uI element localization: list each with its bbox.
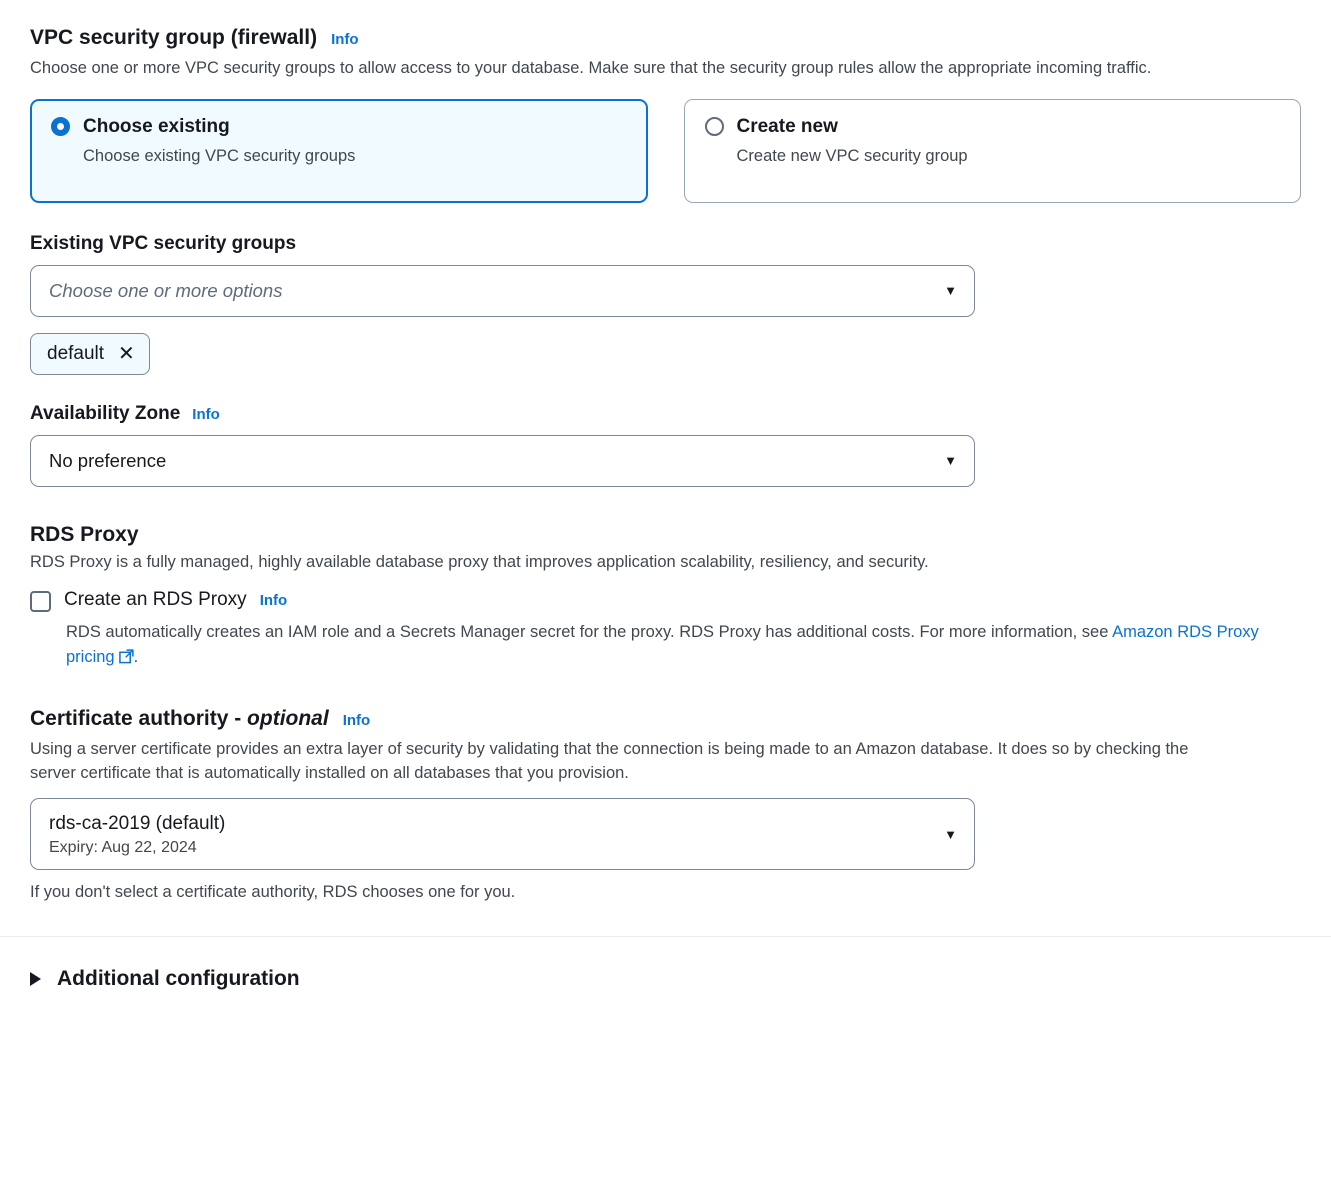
radio-create-new-icon[interactable] [705, 117, 724, 136]
security-group-token-default[interactable] [30, 333, 150, 375]
existing-vpc-security-groups-label [30, 233, 1301, 255]
vpc-option-create-new-label: Create new [736, 115, 838, 137]
radio-choose-existing-icon[interactable] [51, 117, 70, 136]
availability-zone-select[interactable] [30, 435, 975, 487]
vpc-option-create-new-head [705, 116, 1281, 138]
vpc-option-choose-existing-label: Choose existing [83, 115, 230, 137]
external-link-icon [119, 647, 134, 672]
rds-proxy-help-after: . [133, 647, 139, 666]
certificate-authority-value: rds-ca-2019 (default) [49, 812, 226, 834]
chevron-down-icon: ▼ [944, 453, 957, 469]
certificate-authority-info-link[interactable]: Info [342, 712, 371, 730]
create-rds-proxy-label-text: Create an RDS Proxy [64, 588, 247, 610]
certificate-authority-title [30, 707, 1301, 731]
availability-zone-label [30, 403, 1301, 425]
rds-proxy-description: RDS Proxy is a fully managed, highly available database proxy that improves application scalability, resiliency, and security. [30, 552, 929, 571]
existing-vpc-security-groups-select[interactable] [30, 265, 975, 317]
vpc-security-group-title-text: VPC security group (firewall) [30, 26, 318, 49]
chevron-right-icon [30, 972, 41, 986]
certificate-authority-title-text [30, 707, 329, 731]
vpc-option-choose-existing-sublabel: Choose existing VPC security groups [83, 146, 356, 165]
certificate-authority-expiry: Expiry: Aug 22, 2024 [49, 838, 197, 856]
certificate-authority-optional: optional [247, 707, 329, 731]
create-rds-proxy-label [64, 589, 287, 611]
rds-proxy-help-text [66, 620, 1296, 672]
certificate-authority-title-main: Certificate authority - [30, 707, 248, 731]
amazon-rds-proxy-pricing-link[interactable]: Amazon RDS Proxy pricing [66, 622, 1259, 666]
rds-proxy-help-before: RDS automatically creates an IAM role and a Secrets Manager secret for the proxy. RDS Proxy has additional costs. For more information, see [66, 622, 1113, 641]
vpc-option-create-new[interactable] [684, 99, 1302, 203]
additional-configuration-expander[interactable] [30, 967, 1301, 991]
availability-zone-value: No preference [49, 449, 167, 471]
vpc-option-choose-existing-head [51, 116, 627, 138]
create-rds-proxy-checkbox[interactable] [30, 591, 51, 612]
chevron-down-icon: ▼ [944, 826, 957, 842]
chevron-down-icon: ▼ [944, 283, 957, 299]
existing-vpc-security-groups-label-text: Existing VPC security groups [30, 232, 297, 254]
certificate-authority-footnote: If you don't select a certificate authority, RDS chooses one for you. [30, 883, 516, 902]
vpc-security-group-title [30, 26, 1301, 50]
close-icon[interactable]: ✕ [118, 342, 135, 365]
certificate-authority-description: Using a server certificate provides an extra layer of security by validating that the connection is being made to an Amazon database. It does so by checking the server certificate that is automatically installed on all databases that you provision. [30, 740, 1189, 783]
certificate-authority-select[interactable] [30, 798, 975, 870]
vpc-option-choose-existing[interactable] [30, 99, 648, 203]
rds-proxy-info-link[interactable]: Info [259, 591, 288, 609]
vpc-security-group-options [30, 99, 1301, 203]
vpc-security-group-info-link[interactable]: Info [331, 31, 359, 48]
create-rds-proxy-row[interactable] [30, 589, 1301, 612]
certificate-authority-value-group [49, 812, 225, 857]
availability-zone-label-text: Availability Zone [30, 402, 181, 424]
rds-proxy-title: RDS Proxy [30, 522, 139, 546]
security-group-token-label: default [47, 342, 105, 364]
availability-zone-info-link[interactable]: Info [192, 405, 220, 423]
section-divider [0, 936, 1331, 937]
vpc-security-group-description: Choose one or more VPC security groups to allow access to your database. Make sure that the security group rules allow the appropriate incoming traffic. [30, 59, 1152, 77]
existing-vpc-security-groups-placeholder: Choose one or more options [49, 279, 283, 301]
additional-configuration-label: Additional configuration [57, 967, 300, 991]
vpc-option-create-new-sublabel: Create new VPC security group [736, 146, 968, 165]
